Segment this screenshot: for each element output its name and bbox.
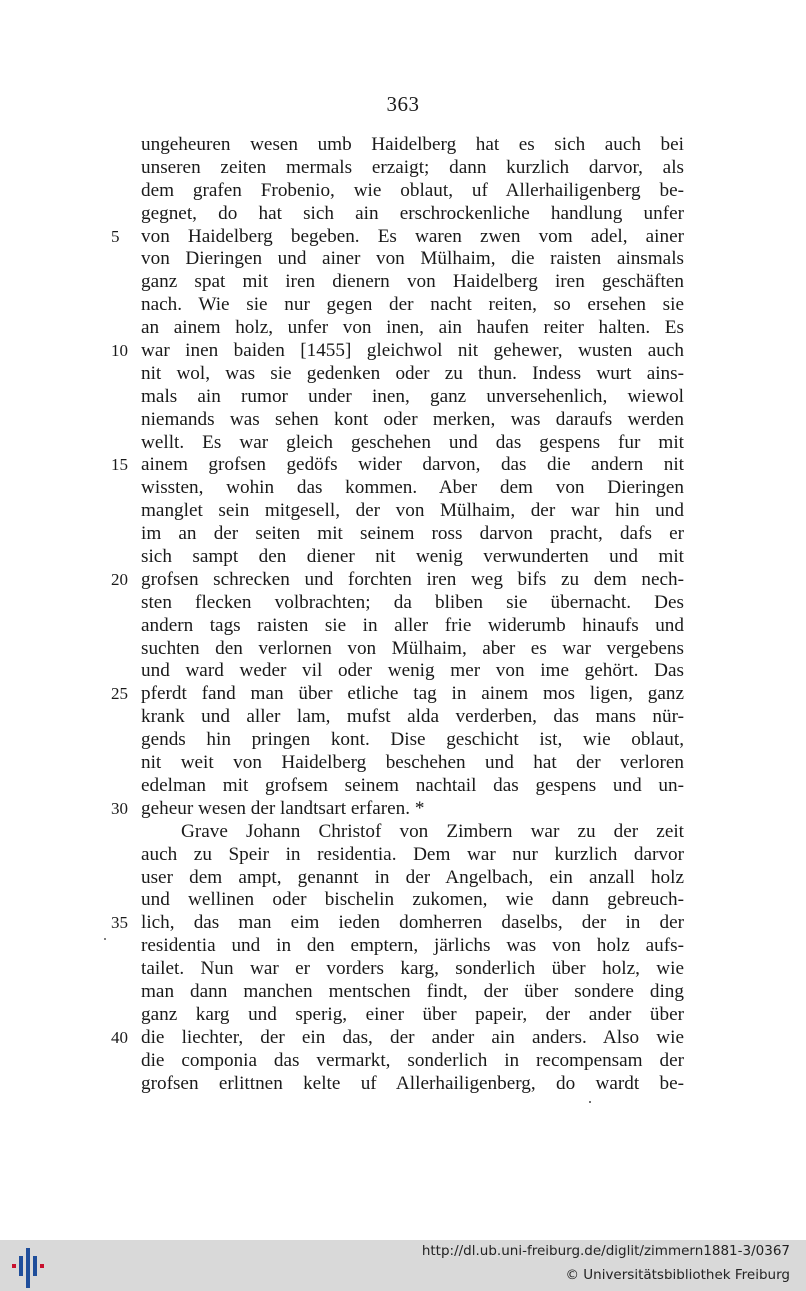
- line-text: war inen baiden [1455] gleichwol nit gehewer, wusten auch: [141, 340, 684, 362]
- text-line: [141, 363, 684, 386]
- line-text: sten flecken volbrachten; da bliben sie übernacht. Des: [141, 591, 684, 613]
- text-line: [141, 752, 684, 775]
- text-line: [141, 546, 684, 569]
- text-line: [141, 134, 684, 157]
- text-line: [141, 615, 684, 638]
- text-line: [141, 1073, 684, 1096]
- line-number: 40: [111, 1027, 128, 1047]
- text-line: [141, 386, 684, 409]
- text-line: [141, 271, 684, 294]
- text-line: [141, 1050, 684, 1073]
- line-text: manglet sein mitgesell, der von Mülhaim, der war hin und: [141, 500, 684, 522]
- text-line: [141, 317, 684, 340]
- line-text: pferdt fand man über etliche tag in ainem mos ligen, ganz: [141, 683, 684, 705]
- line-text: gends hin pringen kont. Dise geschicht ist, wie oblaut,: [141, 729, 684, 751]
- text-line: [141, 432, 684, 455]
- text-line: [141, 477, 684, 500]
- text-line: [111, 225, 684, 249]
- ub-freiburg-logo-icon: [10, 1244, 54, 1288]
- text-line: [111, 683, 684, 706]
- line-text: user dem ampt, genannt in der Angelbach, ein anzall holz: [141, 866, 684, 888]
- margin-speck: [104, 938, 106, 940]
- text-line: [141, 500, 684, 523]
- line-text: die liechter, der ein das, der ander ain anders. Also wie: [141, 1026, 684, 1048]
- line-text: grofsen erlittnen kelte uf Allerhailigenberg, do wardt be-: [141, 1072, 684, 1094]
- line-text: ainem grofsen gedöfs wider darvon, das die andern nit: [141, 454, 684, 476]
- line-number: 10: [111, 341, 128, 361]
- text-line: [111, 340, 684, 363]
- text-line: [141, 203, 684, 226]
- line-text: wellt. Es war gleich geschehen und das gespens fur mit: [141, 431, 684, 453]
- text-line: [141, 409, 684, 432]
- text-line: [111, 454, 684, 477]
- text-line: [141, 981, 684, 1004]
- text-line: [141, 157, 684, 180]
- text-line: [111, 1026, 684, 1050]
- line-text: an ainem holz, unfer von inen, ain haufen reiter halten. Es: [141, 317, 684, 339]
- text-line: [141, 660, 684, 683]
- page-speck: [589, 1101, 591, 1103]
- line-text: unseren zeiten mermals erzaigt; dann kurzlich darvor, als: [141, 156, 684, 178]
- copyright-text: © Universitätsbibliothek Freiburg: [565, 1267, 790, 1283]
- line-number: 25: [111, 684, 128, 704]
- text-line: [141, 958, 684, 981]
- line-text: wissten, wohin das kommen. Aber dem von Dieringen: [141, 477, 684, 499]
- line-text: tailet. Nun war er vorders karg, sonderlich über holz, wie: [141, 958, 684, 980]
- line-number: 30: [111, 798, 128, 818]
- line-text: mals ain rumor under inen, ganz unversehenlich, wiewol: [141, 385, 684, 407]
- line-text: Grave Johann Christof von Zimbern war zu der zeit: [181, 820, 684, 842]
- line-number: 20: [111, 569, 128, 589]
- line-text: dem grafen Frobenio, wie oblaut, uf Allerhailigenberg be-: [141, 179, 684, 201]
- line-text: gegnet, do hat sich ain erschrockenliche handlung unfer: [141, 202, 684, 224]
- text-line: [111, 912, 684, 935]
- line-text: ganz karg und sperig, einer über papeir, der ander über: [141, 1003, 684, 1025]
- text-line: [111, 568, 684, 592]
- text-line: [141, 729, 684, 752]
- line-text: suchten den verlornen von Mülhaim, aber es war vergebens: [141, 637, 684, 659]
- line-text: und ward weder vil oder wenig mer von ime gehört. Das: [141, 660, 684, 682]
- line-number: 15: [111, 455, 128, 475]
- text-line: [141, 935, 684, 958]
- text-line: [141, 1004, 684, 1027]
- line-text: im an der seiten mit seinem ross darvon pracht, dafs er: [141, 523, 684, 545]
- line-number: 35: [111, 913, 128, 933]
- text-line: [141, 294, 684, 317]
- line-text: von Dieringen und ainer von Mülhaim, die raisten ainsmals: [141, 248, 684, 270]
- line-text: krank und aller lam, mufst alda verderben, das mans nür-: [141, 706, 684, 728]
- line-text: grofsen schrecken und forchten iren weg bifs zu dem nech-: [141, 568, 684, 590]
- line-text: geheur wesen der landtsart erfaren. *: [141, 797, 425, 819]
- line-text: man dann manchen mentschen findt, der über sondere ding: [141, 980, 684, 1002]
- line-text: residentia und in den emptern, järlichs was von holz aufs-: [141, 935, 684, 957]
- line-text: nit weit von Haidelberg beschehen und hat der verloren: [141, 752, 684, 774]
- line-text: und wellinen oder bischelin zukomen, wie dann gebreuch-: [141, 889, 684, 911]
- line-text: edelman mit grofsem seinem nachtail das gespens und un-: [141, 774, 684, 796]
- text-line: [141, 775, 684, 798]
- line-text: ungeheuren wesen umb Haidelberg hat es sich auch bei: [141, 134, 684, 155]
- footer-bar: [0, 1240, 806, 1291]
- text-line: [141, 592, 684, 615]
- text-line: [141, 844, 684, 867]
- text-line: [111, 797, 684, 821]
- text-line: [141, 889, 684, 912]
- line-text: auch zu Speir in residentia. Dem war nur kurzlich darvor: [141, 843, 684, 865]
- line-text: lich, das man eim ieden domherren daselbs, der in der: [141, 912, 684, 934]
- text-line: [141, 638, 684, 661]
- line-number: 5: [111, 226, 120, 246]
- line-text: andern tags raisten sie in aller frie widerumb hinaufs und: [141, 614, 684, 636]
- text-line: [141, 248, 684, 271]
- text-line: [141, 821, 684, 844]
- line-text: von Haidelberg begeben. Es waren zwen vom adel, ainer: [141, 225, 684, 247]
- line-text: nit wol, was sie gedenken oder zu thun. Indess wurt ains-: [141, 362, 684, 384]
- text-line: [141, 867, 684, 890]
- page-number: 363: [386, 92, 420, 116]
- line-text: ganz spat mit iren dienern von Haidelberg iren geschäften: [141, 271, 684, 293]
- line-text: niemands was sehen kont oder merken, was daraufs werden: [141, 408, 684, 430]
- line-text: sich sampt den diener nit wenig verwunderten und mit: [141, 546, 684, 568]
- text-line: [141, 523, 684, 546]
- line-text: nach. Wie sie nur gegen der nacht reiten, so ersehen sie: [141, 294, 684, 316]
- permalink-url[interactable]: http://dl.ub.uni-freiburg.de/diglit/zimmern1881-3/0367: [421, 1243, 790, 1259]
- line-text: die componia das vermarkt, sonderlich in recompensam der: [141, 1049, 684, 1071]
- text-block: [111, 134, 684, 1095]
- text-line: [141, 706, 684, 729]
- text-line: [141, 180, 684, 203]
